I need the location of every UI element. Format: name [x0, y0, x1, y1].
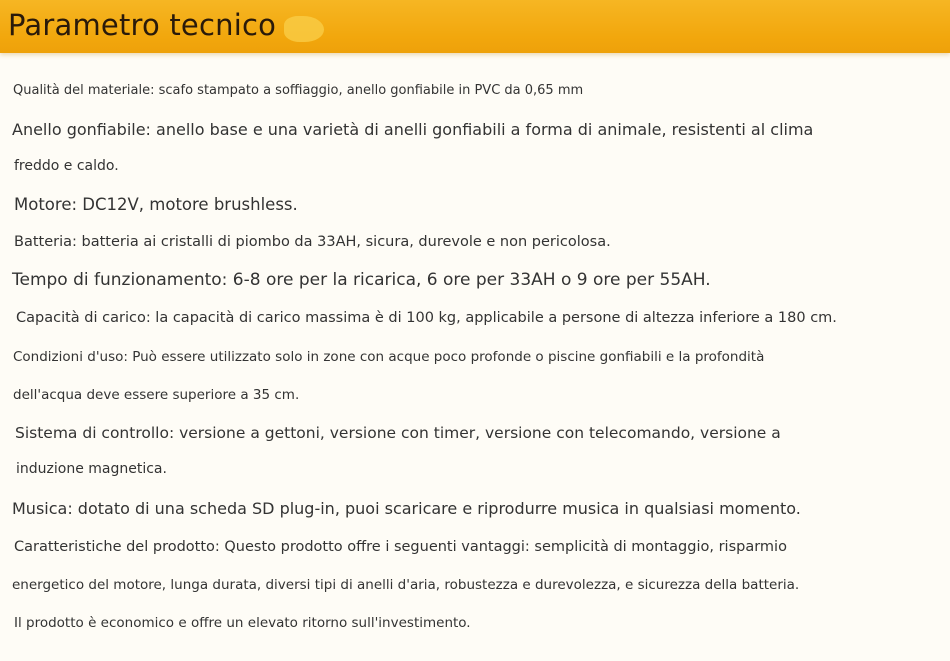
spec-features-cont: energetico del motore, lunga durata, diversi tipi di anelli d'aria, robustezza e durevolezza, e sicurezza della batteria.	[12, 577, 800, 593]
spec-features: Caratteristiche del prodotto: Questo prodotto offre i seguenti vantaggi: semplicità di montaggio, risparmio	[14, 539, 787, 555]
header-banner	[0, 0, 950, 53]
spec-inflatable-ring: Anello gonfiabile: anello base e una varietà di anelli gonfiabili a forma di animale, resistenti al clima	[12, 120, 814, 139]
spec-material: Qualità del materiale: scafo stampato a soffiaggio, anello gonfiabile in PVC da 0,65 mm	[13, 83, 584, 98]
spec-motor: Motore: DC12V, motore brushless.	[14, 195, 298, 214]
spec-music: Musica: dotato di una scheda SD plug-in, puoi scaricare e riprodurre musica in qualsiasi momento.	[12, 499, 801, 518]
spec-features-summary: Il prodotto è economico e offre un elevato ritorno sull'investimento.	[14, 615, 471, 631]
spec-inflatable-ring-cont: freddo e caldo.	[14, 158, 119, 174]
spec-battery: Batteria: batteria ai cristalli di piombo da 33AH, sicura, durevole e non pericolosa.	[14, 234, 611, 250]
header-decoration	[284, 16, 324, 42]
spec-usage-conditions-cont: dell'acqua deve essere superiore a 35 cm.	[13, 387, 300, 403]
spec-operating-time: Tempo di funzionamento: 6-8 ore per la ricarica, 6 ore per 33AH o 9 ore per 55AH.	[12, 270, 711, 290]
spec-control-system: Sistema di controllo: versione a gettoni, versione con timer, versione con telecomando, versione a	[15, 424, 781, 442]
spec-usage-conditions: Condizioni d'uso: Può essere utilizzato solo in zone con acque poco profonde o piscine gonfiabili e la profondità	[13, 349, 765, 365]
spec-control-system-cont: induzione magnetica.	[16, 461, 167, 477]
spec-load-capacity: Capacità di carico: la capacità di carico massima è di 100 kg, applicabile a persone di altezza inferiore a 180 cm.	[16, 310, 837, 326]
page-title: Parametro tecnico	[8, 8, 277, 42]
